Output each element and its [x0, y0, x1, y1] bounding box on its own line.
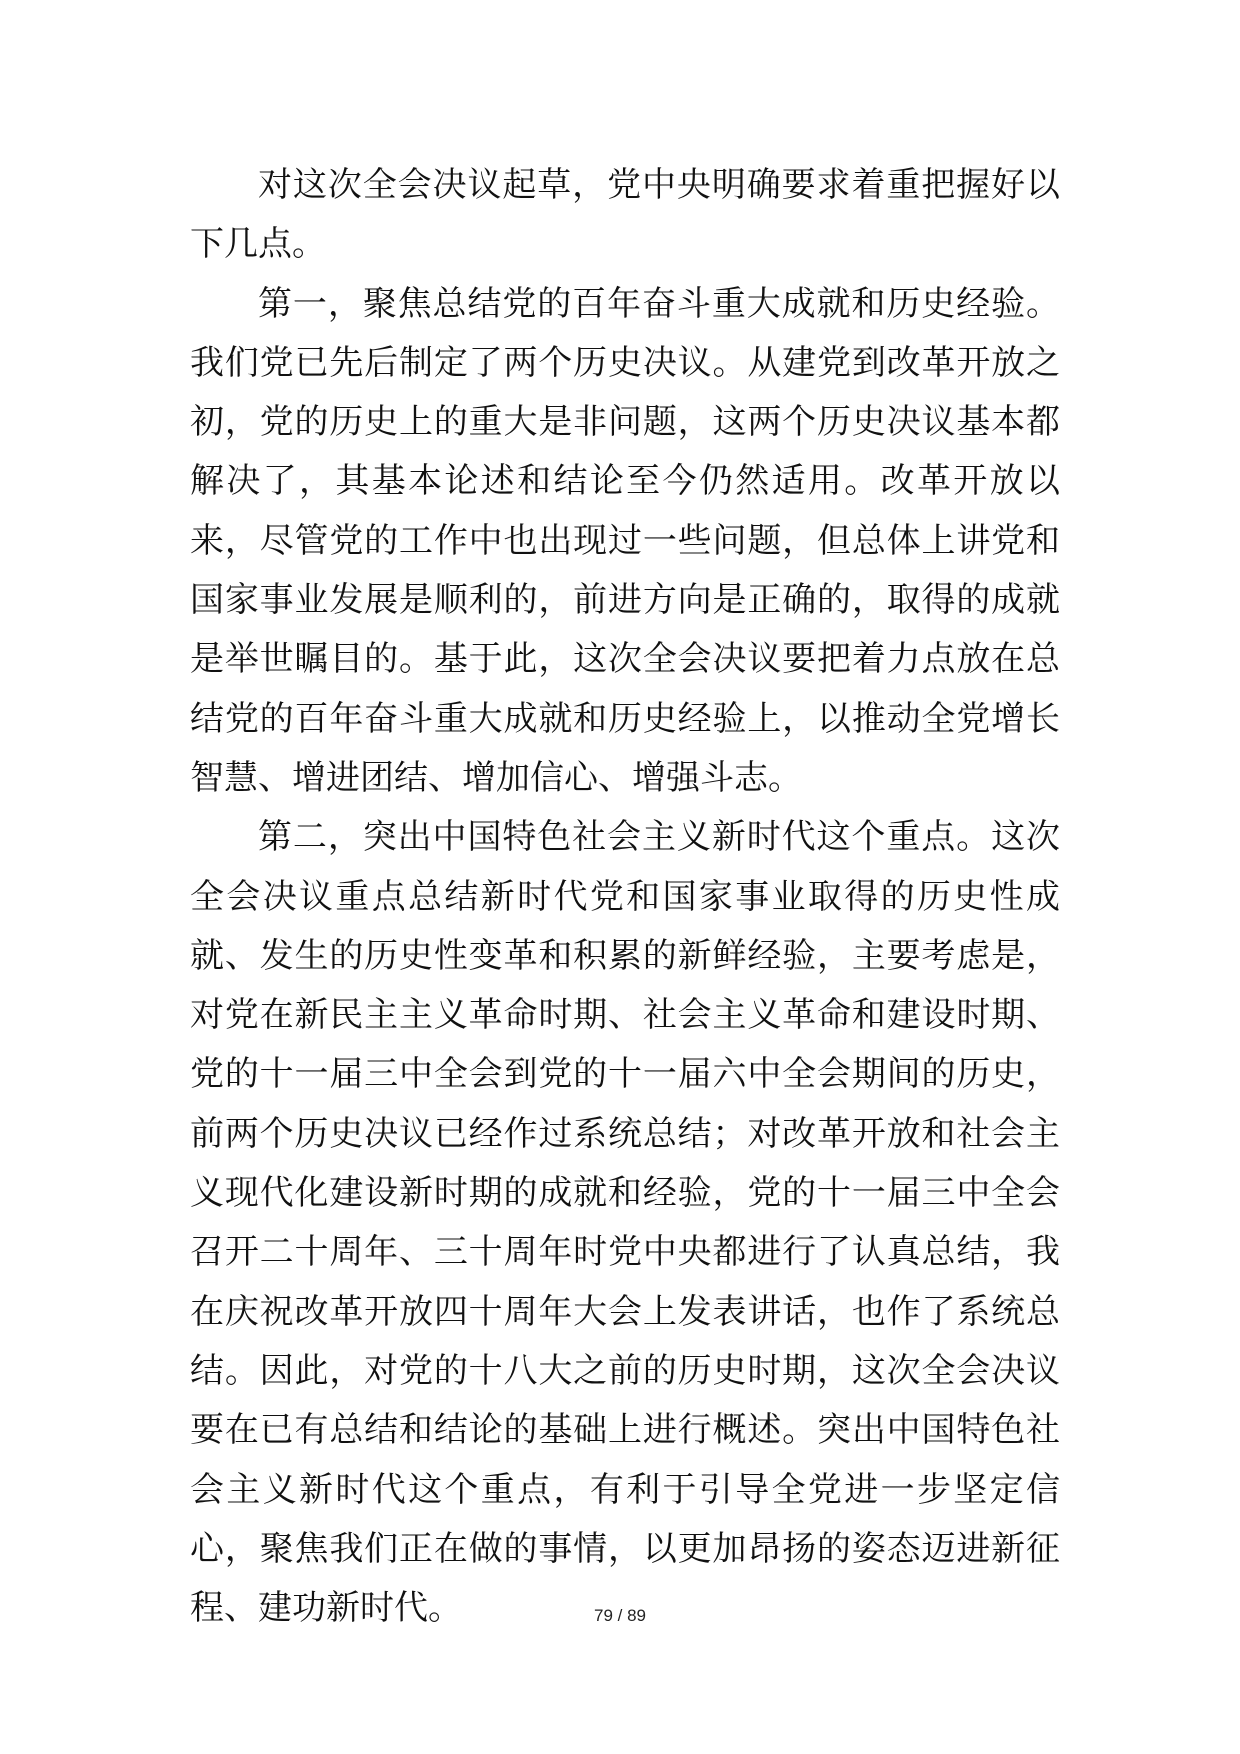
body-text: [190, 156, 1060, 1638]
paragraph-first-point: 第一，聚焦总结党的百年奋斗重大成就和历史经验。我们党已先后制定了两个历史决议。从建党到改革开放之初，党的历史上的重大是非问题，这两个历史决议基本都解决了，其基本论述和结论至今仍然适用。改革开放以来，尽管党的工作中也出现过一些问题，但总体上讲党和国家事业发展是顺利的，前进方向是正确的，取得的成就是举世瞩目的。基于此，这次全会决议要把着力点放在总结党的百年奋斗重大成就和历史经验上，以推动全党增长智慧、增进团结、增加信心、增强斗志。: [190, 283, 1060, 798]
paragraph-second-point: 第二，突出中国特色社会主义新时代这个重点。这次全会决议重点总结新时代党和国家事业取得的历史性成就、发生的历史性变革和积累的新鲜经验，主要考虑是，对党在新民主主义革命时期、社会主义革命和建设时期、党的十一届三中全会到党的十一届六中全会期间的历史，前两个历史决议已经作过系统总结；对改革开放和社会主义现代化建设新时期的成就和经验，党的十一届三中全会召开二十周年、三十周年时党中央都进行了认真总结，我在庆祝改革开放四十周年大会上发表讲话，也作了系统总结。因此，对党的十八大之前的历史时期，这次全会决议要在已有总结和结论的基础上进行概述。突出中国特色社会主义新时代这个重点，有利于引导全党进一步坚定信心，聚焦我们正在做的事情，以更加昂扬的姿态迈进新征程、建功新时代。: [190, 817, 1060, 1629]
paragraph-intro: 对这次全会决议起草，党中央明确要求着重把握好以下几点。: [190, 165, 1060, 265]
page-number: 79 / 89: [594, 1606, 646, 1625]
